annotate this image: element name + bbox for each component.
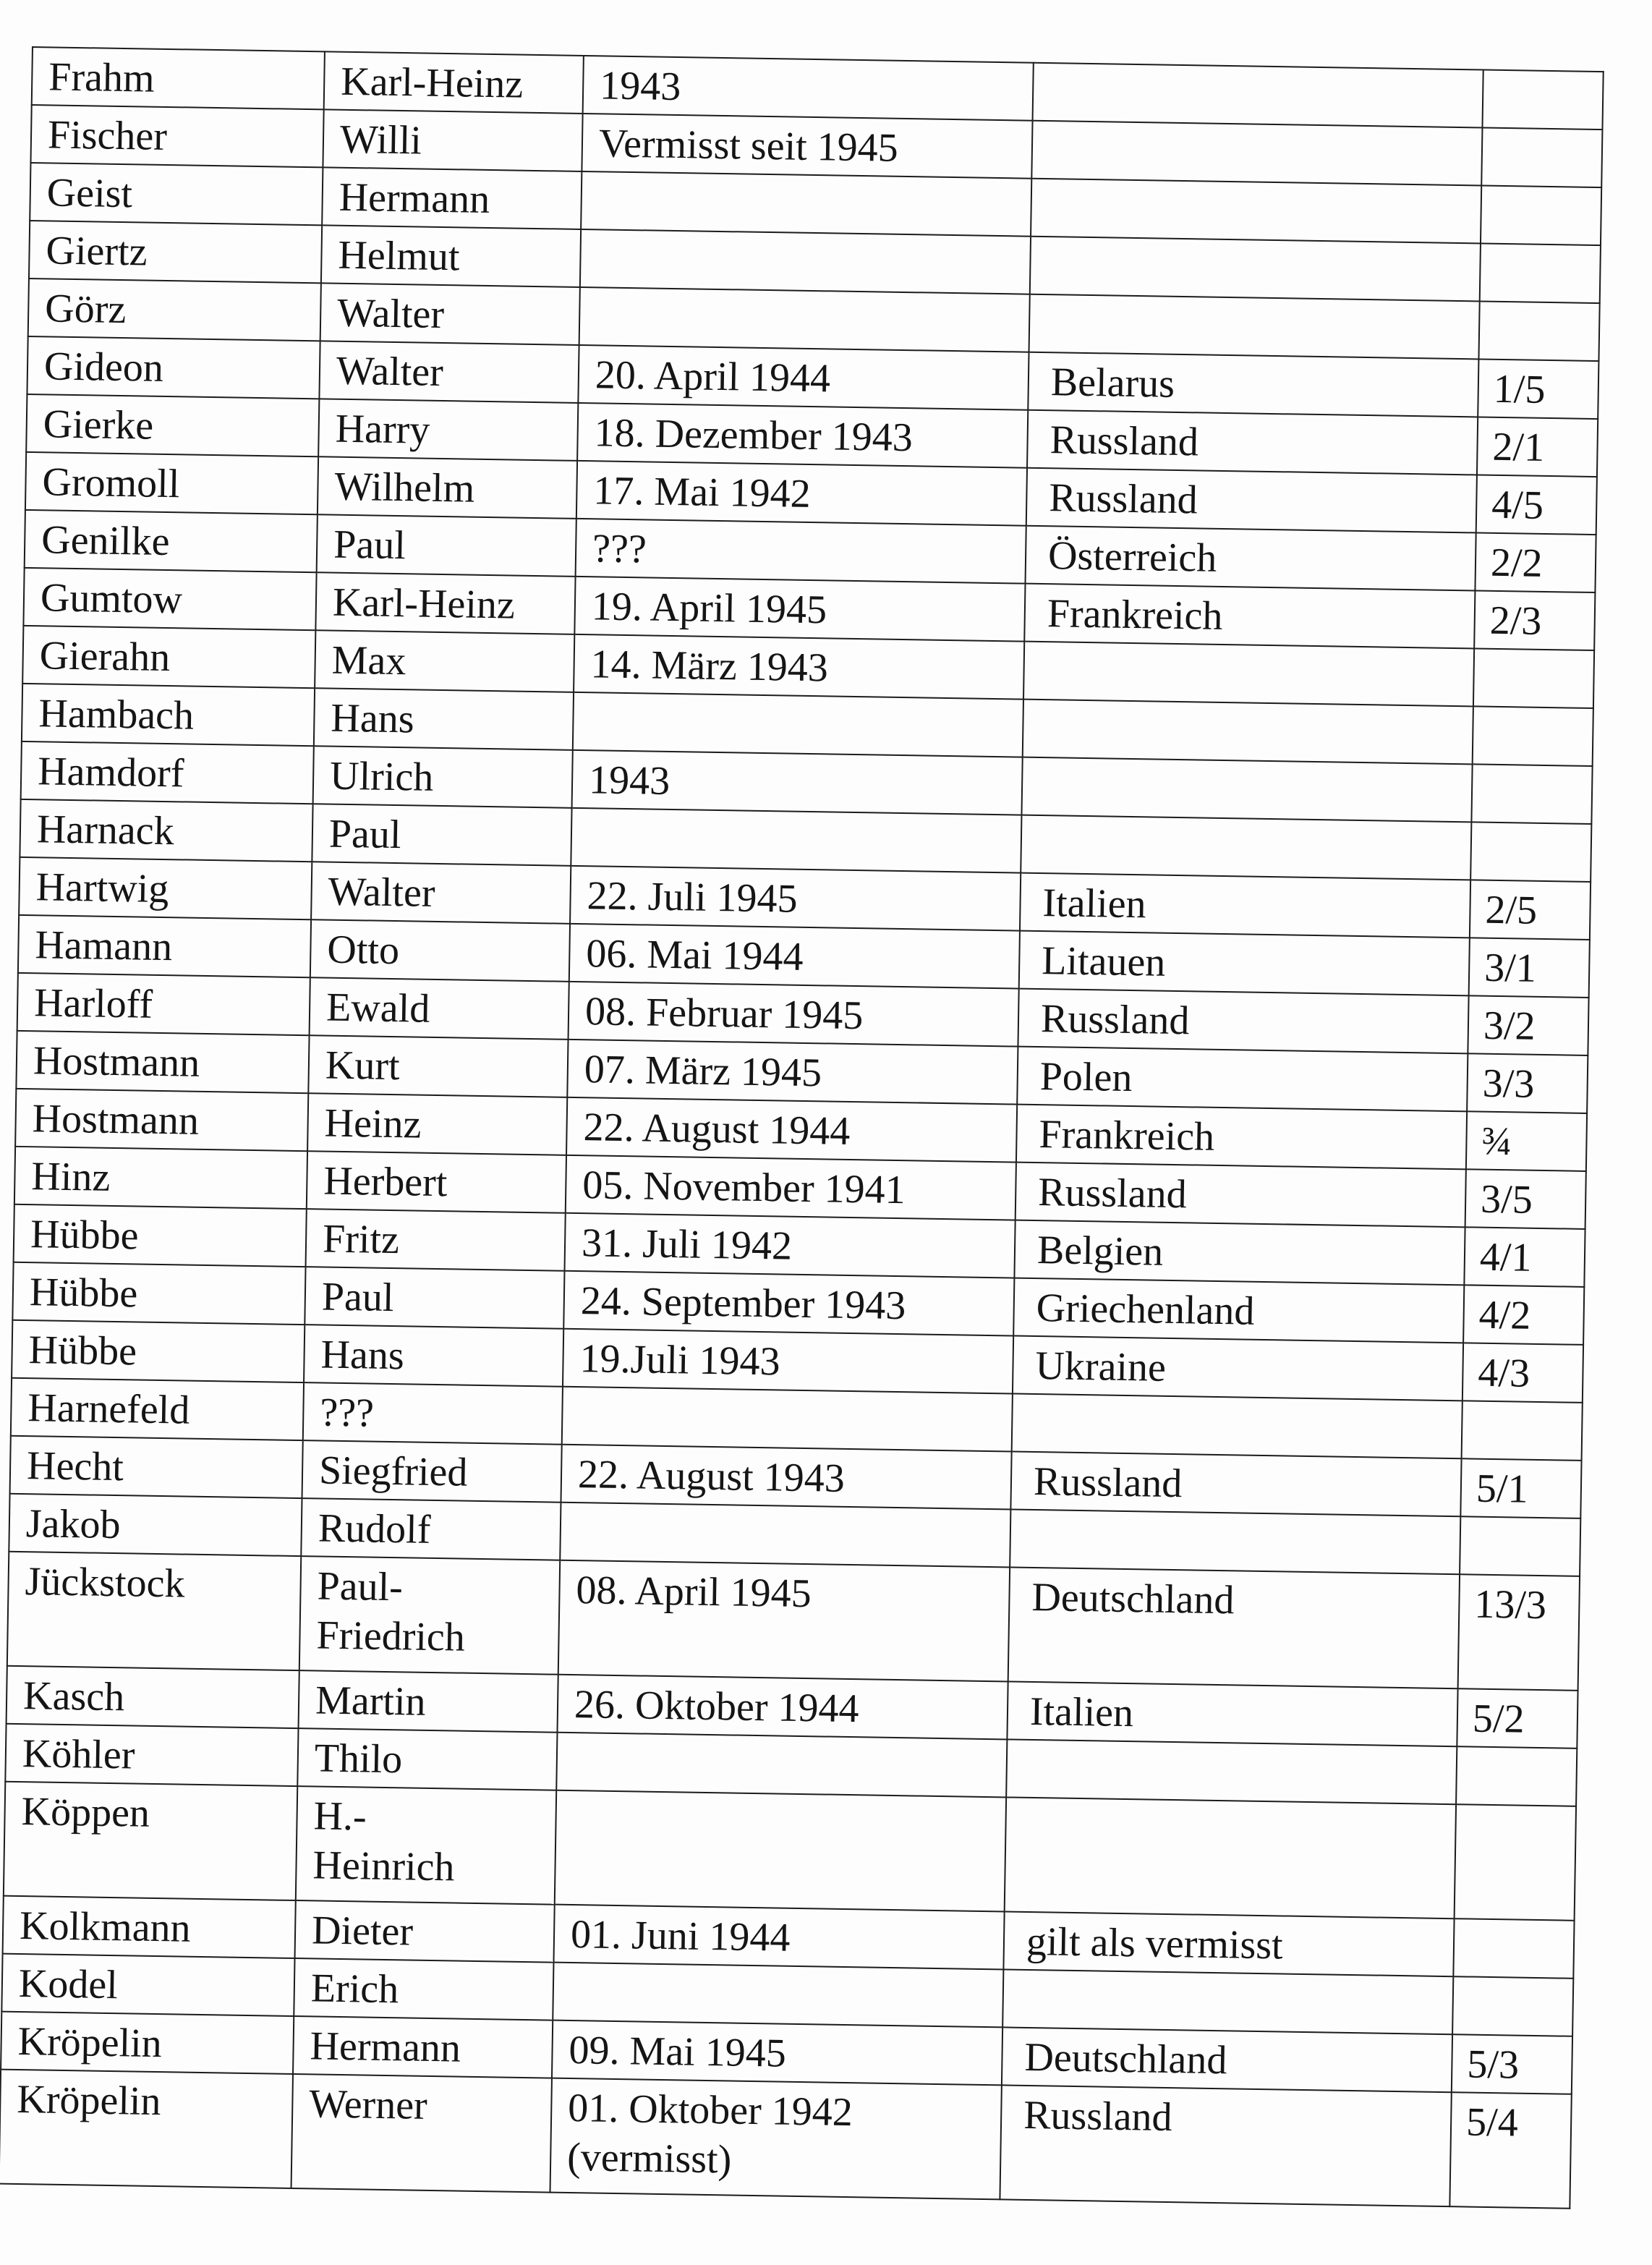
cell-firstname: H.- Heinrich	[296, 1786, 556, 1905]
cell-firstname: Ewald	[310, 977, 569, 1040]
cell-grave: 2/1	[1477, 417, 1598, 477]
cell-firstname: Martin	[299, 1670, 558, 1733]
casualty-list-table	[0, 46, 1604, 2209]
cell-surname: Kröpelin	[0, 2070, 293, 2188]
cell-date	[581, 171, 1031, 237]
cell-surname: Hostmann	[15, 1089, 308, 1151]
cell-grave: 4/5	[1476, 475, 1597, 535]
cell-grave: 5/1	[1460, 1458, 1581, 1518]
cell-date: 01. Oktober 1942 (vermisst)	[550, 2078, 1001, 2200]
cell-surname: Jückstock	[7, 1552, 301, 1670]
cell-grave: 4/3	[1462, 1343, 1583, 1403]
cell-grave	[1456, 1746, 1577, 1806]
cell-firstname: Walter	[319, 341, 579, 403]
cell-date	[556, 1733, 1007, 1798]
cell-place	[1033, 63, 1483, 128]
cell-surname: Giertz	[29, 221, 322, 283]
cell-firstname: Ulrich	[313, 746, 573, 808]
cell-firstname: Dieter	[295, 1900, 555, 1963]
cell-date: 22. Juli 1945	[570, 866, 1021, 931]
cell-grave: 2/3	[1474, 590, 1595, 650]
cell-date: 19. April 1945	[574, 577, 1025, 642]
cell-place	[1012, 1394, 1462, 1459]
cell-surname: Geist	[30, 163, 323, 225]
cell-grave	[1473, 706, 1593, 766]
cell-place	[1031, 179, 1481, 244]
cell-place: Russland	[1026, 468, 1477, 533]
cell-firstname: Max	[315, 630, 574, 692]
cell-place: Russland	[1000, 2085, 1451, 2206]
cell-firstname: Otto	[310, 919, 570, 982]
cell-place	[1023, 642, 1474, 707]
cell-firstname: Thilo	[297, 1728, 557, 1790]
cell-date: 08. Februar 1945	[569, 982, 1019, 1047]
cell-surname: Hübbe	[14, 1204, 307, 1267]
cell-surname: Genilke	[25, 510, 318, 572]
cell-grave	[1471, 764, 1592, 824]
cell-date: 14. März 1943	[574, 634, 1024, 700]
cell-grave	[1478, 301, 1599, 361]
cell-surname: Hinz	[14, 1147, 307, 1209]
cell-place: Ukraine	[1013, 1336, 1463, 1401]
cell-firstname: Paul	[317, 514, 576, 577]
cell-grave: 5/2	[1457, 1688, 1578, 1748]
cell-date	[553, 1963, 1003, 2028]
cell-place	[1006, 1739, 1457, 1804]
cell-grave	[1480, 243, 1601, 303]
cell-grave: 3/3	[1467, 1053, 1588, 1113]
cell-date: 22. August 1944	[566, 1097, 1017, 1163]
cell-grave	[1462, 1401, 1583, 1461]
cell-surname: Hecht	[10, 1436, 303, 1498]
cell-grave: 4/2	[1463, 1285, 1584, 1345]
cell-grave: 3/5	[1465, 1169, 1586, 1229]
cell-place: Italien	[1007, 1681, 1457, 1746]
cell-surname: Hamann	[18, 915, 311, 977]
cell-firstname: Walter	[311, 862, 571, 924]
cell-date: 17. Mai 1942	[576, 461, 1027, 526]
cell-place	[1010, 1510, 1460, 1575]
cell-grave	[1453, 1918, 1574, 1979]
cell-date: 1943	[572, 750, 1023, 815]
cell-place: Belarus	[1028, 352, 1478, 417]
cell-grave: 2/2	[1475, 532, 1596, 592]
cell-grave	[1481, 186, 1601, 246]
cell-firstname: Hans	[314, 688, 574, 750]
cell-date: 19.Juli 1943	[563, 1329, 1013, 1394]
cell-surname: Harnack	[20, 799, 312, 862]
cell-place: Österreich	[1026, 526, 1476, 591]
cell-date: 22. August 1943	[561, 1445, 1011, 1510]
cell-surname: Kolkmann	[3, 1896, 296, 1958]
cell-place: Belgien	[1014, 1220, 1465, 1286]
cell-firstname: Helmut	[321, 225, 581, 287]
cell-firstname: Paul- Friedrich	[299, 1556, 560, 1675]
cell-place: Deutschland	[1002, 2027, 1452, 2092]
cell-place	[1002, 1969, 1453, 2034]
cell-firstname: Rudolf	[301, 1498, 561, 1560]
cell-surname: Hübbe	[12, 1320, 305, 1382]
cell-place: Griechenland	[1013, 1278, 1464, 1343]
cell-surname: Köhler	[5, 1724, 298, 1786]
cell-firstname: Fritz	[306, 1209, 566, 1271]
cell-surname: Kröpelin	[1, 2012, 294, 2074]
cell-firstname: Hermann	[293, 2016, 553, 2078]
cell-firstname: Harry	[318, 399, 578, 461]
cell-date: 1943	[583, 56, 1034, 121]
cell-place	[1021, 757, 1472, 823]
cell-grave	[1470, 822, 1591, 882]
cell-grave: 3/2	[1468, 995, 1588, 1055]
cell-date: 09. Mai 1945	[552, 2020, 1002, 2086]
cell-date: Vermisst seit 1945	[582, 114, 1032, 179]
cell-date: 05. November 1941	[566, 1155, 1016, 1220]
cell-date: ???	[576, 519, 1026, 584]
cell-date	[560, 1503, 1010, 1568]
cell-surname: Kodel	[1, 1954, 294, 2016]
cell-grave: 5/3	[1452, 2034, 1572, 2094]
cell-place: Litauen	[1019, 931, 1470, 996]
cell-surname: Gromoll	[25, 452, 318, 514]
cell-firstname: Siegfried	[302, 1440, 562, 1503]
cell-place: Russland	[1016, 1163, 1466, 1228]
cell-firstname: ???	[303, 1382, 563, 1445]
cell-date: 06. Mai 1944	[569, 924, 1020, 989]
cell-surname: Köppen	[4, 1782, 297, 1900]
cell-surname: Harloff	[17, 973, 310, 1035]
cell-date: 08. April 1945	[558, 1560, 1010, 1682]
cell-grave: 13/3	[1458, 1574, 1580, 1691]
cell-surname: Hamdorf	[21, 741, 314, 804]
cell-surname: Hostmann	[16, 1031, 309, 1093]
cell-grave: 3/1	[1469, 938, 1590, 998]
cell-firstname: Erich	[294, 1958, 553, 2020]
cell-date: 18. Dezember 1943	[577, 403, 1028, 468]
cell-place: Frankreich	[1024, 584, 1475, 649]
cell-place: Russland	[1010, 1452, 1461, 1517]
cell-firstname: Willi	[323, 109, 582, 171]
cell-grave	[1452, 1976, 1573, 2036]
cell-place	[1023, 700, 1473, 765]
cell-firstname: Hermann	[322, 167, 582, 229]
cell-place: gilt als vermisst	[1003, 1911, 1454, 1976]
cell-place	[1021, 815, 1471, 880]
cell-surname: Fischer	[30, 105, 323, 167]
cell-firstname: Karl-Heinz	[324, 51, 584, 114]
cell-surname: Hambach	[22, 684, 315, 746]
cell-place	[1029, 294, 1480, 360]
cell-place: Russland	[1018, 989, 1468, 1054]
cell-firstname: Paul	[305, 1267, 564, 1329]
cell-grave	[1460, 1516, 1580, 1576]
cell-date: 20. April 1944	[578, 345, 1029, 410]
cell-grave	[1455, 1804, 1576, 1921]
cell-firstname: Herbert	[307, 1151, 566, 1213]
cell-surname: Görz	[28, 279, 321, 341]
cell-firstname: Hans	[304, 1325, 563, 1387]
cell-surname: Hübbe	[12, 1262, 305, 1325]
table-row	[0, 2070, 1572, 2209]
cell-grave: 1/5	[1478, 359, 1598, 419]
cell-firstname: Paul	[312, 804, 571, 866]
cell-surname: Gierke	[26, 394, 319, 456]
table-body	[0, 47, 1604, 2209]
cell-surname: Kasch	[7, 1666, 299, 1728]
cell-place: Russland	[1027, 410, 1478, 475]
cell-place: Frankreich	[1016, 1105, 1467, 1170]
cell-place	[1031, 121, 1482, 186]
cell-grave: 5/4	[1449, 2092, 1571, 2209]
cell-date: 07. März 1945	[567, 1040, 1018, 1105]
cell-grave	[1481, 128, 1602, 188]
cell-firstname: Karl-Heinz	[315, 572, 575, 634]
cell-surname: Jakob	[9, 1494, 302, 1556]
cell-firstname: Walter	[320, 283, 580, 345]
cell-date: 01. Juni 1944	[553, 1905, 1004, 1970]
cell-date	[562, 1387, 1013, 1452]
cell-date	[580, 229, 1031, 294]
cell-surname: Gierahn	[22, 626, 315, 688]
cell-surname: Frahm	[32, 47, 325, 109]
cell-surname: Gideon	[27, 336, 320, 399]
cell-grave: 2/5	[1470, 880, 1591, 940]
cell-grave	[1482, 70, 1603, 130]
cell-date: 24. September 1943	[563, 1271, 1014, 1336]
cell-grave: 4/1	[1464, 1227, 1585, 1287]
cell-firstname: Heinz	[307, 1093, 567, 1155]
cell-place	[1005, 1797, 1456, 1918]
cell-surname: Harnefeld	[11, 1378, 304, 1440]
cell-firstname: Wilhelm	[318, 456, 577, 519]
cell-surname: Hartwig	[19, 857, 312, 919]
cell-date	[571, 808, 1021, 873]
cell-date	[579, 287, 1030, 352]
cell-grave	[1473, 648, 1594, 708]
cell-firstname: Kurt	[308, 1035, 568, 1097]
cell-grave: ¾	[1466, 1111, 1587, 1171]
cell-date: 31. Juli 1942	[565, 1213, 1016, 1278]
cell-place	[1030, 237, 1481, 302]
cell-surname: Gumtow	[23, 568, 316, 630]
cell-place: Deutschland	[1008, 1567, 1460, 1688]
cell-place: Polen	[1017, 1047, 1468, 1112]
cell-date	[555, 1790, 1006, 1912]
cell-date: 26. Oktober 1944	[557, 1675, 1008, 1740]
cell-date	[573, 692, 1023, 757]
cell-firstname: Werner	[291, 2074, 552, 2193]
cell-place: Italien	[1020, 873, 1470, 938]
